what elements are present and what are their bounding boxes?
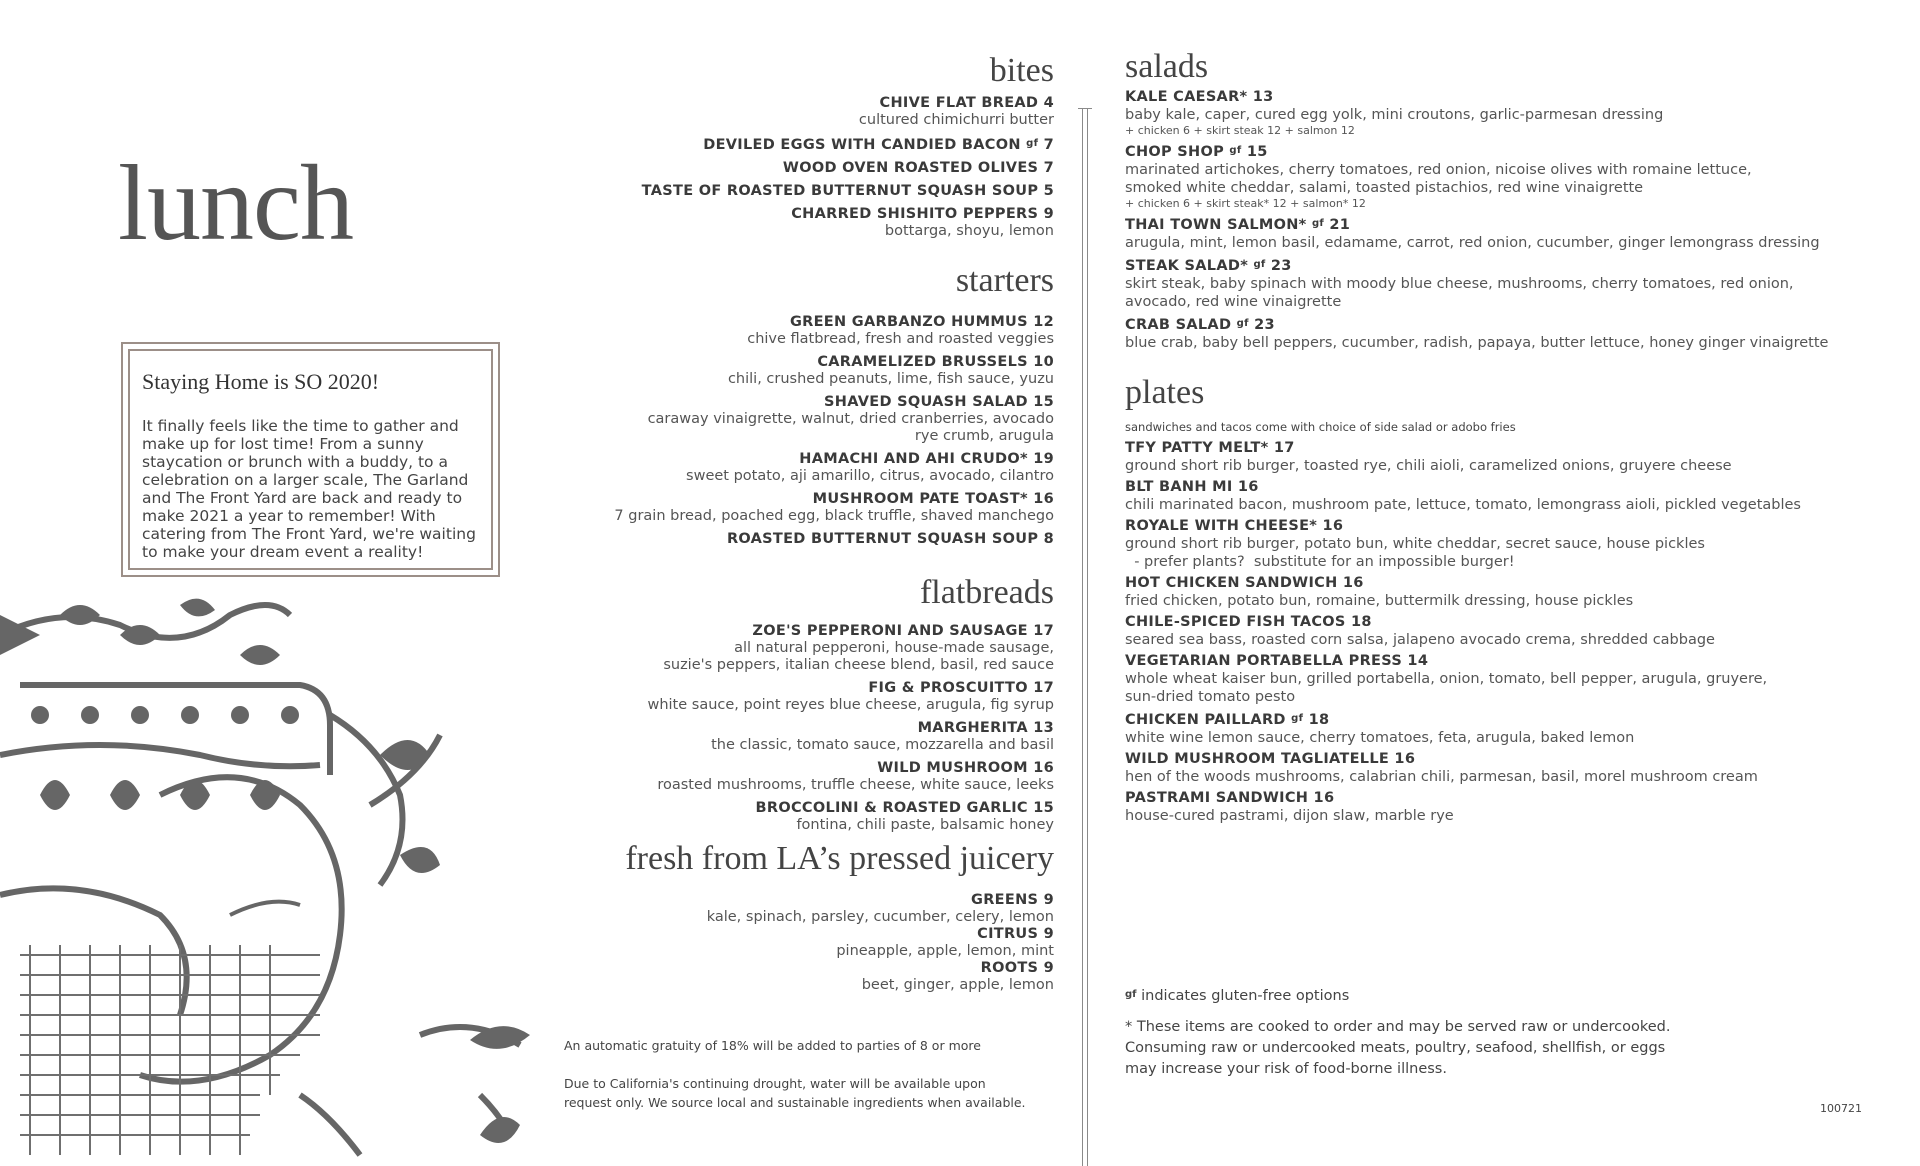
- menu-item-name: CHICKEN PAILLARD $^{gf}$ 18: [1125, 711, 1330, 728]
- menu-item-desc: ground short rib burger, toasted rye, chili aioli, caramelized onions, gruyere cheese: [1125, 457, 1732, 474]
- menu-item-desc: cultured chimichurri butter: [858, 112, 1054, 129]
- menu-item-name: THAI TOWN SALMON* $^{gf}$ 21: [1125, 217, 1351, 234]
- menu-item: [1125, 215, 1885, 252]
- raw-food-warning-2: Consuming raw or undercooked meats, poultry, seafood, shellfish, or eggs: [1125, 1040, 1666, 1056]
- menu-item-desc: smoked white cheddar, salami, toasted pistachios, red wine vinaigrette: [1125, 180, 1644, 197]
- menu-item: [1125, 440, 1885, 475]
- menu-item: [560, 720, 1054, 754]
- gluten-free-mark: gf: [1311, 218, 1325, 230]
- menu-item: [1125, 614, 1885, 649]
- menu-item-name: ROYALE WITH CHEESE* 16: [1125, 517, 1344, 534]
- menu-item-desc: seared sea bass, roasted corn salsa, jalapeno avocado crema, shredded cabbage: [1125, 631, 1715, 648]
- plates-note: sandwiches and tacos come with choice of side salad or adobo fries: [1125, 419, 1516, 434]
- menu-item-name: GREEN GARBANZO HUMMUS 12: [789, 313, 1054, 330]
- section-title-starters: starters: [955, 262, 1054, 300]
- menu-item: [560, 314, 1054, 348]
- menu-item-name: CARAMELIZED BRUSSELS 10: [817, 353, 1054, 370]
- menu-item-name: CHIVE FLAT BREAD 4: [879, 95, 1054, 112]
- water-note: Due to California's continuing drought, water will be available upon request only. We source local and sustainable ingredients when available.: [564, 1076, 1026, 1110]
- menu-item: [560, 451, 1054, 485]
- menu-item: [560, 135, 1054, 154]
- document-code: 100721: [1820, 1102, 1862, 1115]
- gluten-free-mark: gf: [1125, 989, 1137, 1000]
- menu-item: [560, 800, 1054, 834]
- menu-item: [560, 95, 1054, 129]
- menu-item: [1125, 315, 1885, 352]
- menu-item-desc: arugula, mint, lemon basil, edamame, carrot, red onion, cucumber, ginger lemongrass dressing: [1125, 235, 1820, 252]
- menu-item: [560, 680, 1054, 714]
- menu-item: [560, 960, 1054, 994]
- menu-item-name: WILD MUSHROOM 16: [877, 760, 1054, 777]
- menu-item: [1125, 751, 1885, 786]
- menu-item-desc: sun-dried tomato pesto: [1125, 688, 1296, 705]
- menu-item-desc: skirt steak, baby spinach with moody blue cheese, mushrooms, cherry tomatoes, red onion,: [1125, 276, 1794, 293]
- menu-item-desc: baby kale, caper, cured egg yolk, mini croutons, garlic-parmesan dressing: [1125, 107, 1664, 124]
- section-title-plates: plates: [1125, 374, 1205, 412]
- gratuity-note: An automatic gratuity of 18% will be added to parties of 8 or more: [564, 1038, 981, 1053]
- gluten-free-mark: gf: [1253, 259, 1266, 271]
- section-title-salads: salads: [1125, 48, 1209, 85]
- menu-item: [560, 491, 1054, 525]
- raw-food-warning-3: may increase your risk of food-borne illness.: [1125, 1061, 1447, 1077]
- menu-item-desc: marinated artichokes, cherry tomatoes, red onion, nicoise olives with romaine lettuce,: [1125, 162, 1752, 179]
- menu-item-desc: whole wheat kaiser bun, grilled portabella, onion, tomato, bell pepper, arugula, gruyere,: [1125, 670, 1768, 687]
- middle-menu-column: [560, 52, 1054, 994]
- menu-item-name: MARGHERITA 13: [917, 720, 1054, 737]
- menu-item: [560, 926, 1054, 960]
- menu-item-name: DEVILED EGGS WITH CANDIED BACON $^{gf}$ 7: [703, 137, 1054, 154]
- promo-box: [121, 342, 500, 577]
- promo-body: It finally feels like the time to gather and make up for lost time! From a sunny staycation or brunch with a buddy, to a celebration on a larger scale, The Garland and The Front Yard are back and ready to make 2021 a year to remember! With catering from The Front Yard, we're waiting to make your dream event a reality!: [142, 417, 476, 561]
- menu-item-name: ROASTED BUTTERNUT SQUASH SOUP 8: [726, 530, 1054, 547]
- right-menu-column: [1125, 48, 1885, 829]
- menu-item-desc: the classic, tomato sauce, mozzarella and basil: [711, 737, 1054, 754]
- menu-item-desc: chili, crushed peanuts, lime, fish sauce, yuzu: [727, 370, 1054, 387]
- menu-item-desc: chili marinated bacon, mushroom pate, lettuce, tomato, lemongrass aioli, pickled vegetables: [1125, 496, 1801, 513]
- menu-item: [560, 206, 1054, 240]
- gluten-free-mark: gf: [1229, 145, 1242, 157]
- menu-item-name: CHARRED SHISHITO PEPPERS 9: [791, 206, 1054, 223]
- menu-item-name: TFY PATTY MELT* 17: [1125, 439, 1295, 456]
- menu-item-name: CITRUS 9: [977, 925, 1054, 942]
- raw-food-warning-1: * These items are cooked to order and may be served raw or undercooked.: [1125, 1019, 1671, 1035]
- menu-item: [560, 760, 1054, 794]
- menu-item-desc: white wine lemon sauce, cherry tomatoes, feta, arugula, baked lemon: [1125, 729, 1635, 746]
- gluten-free-mark: gf: [1291, 712, 1304, 724]
- menu-item-name: CHILE-SPICED FISH TACOS 18: [1125, 613, 1372, 630]
- menu-item-desc: fried chicken, potato bun, romaine, buttermilk dressing, house pickles: [1125, 592, 1634, 609]
- menu-item: [1125, 790, 1885, 825]
- menu-item-desc: beet, ginger, apple, lemon: [861, 976, 1054, 993]
- menu-item-addons: + chicken 6 + skirt steak 12 + salmon 12: [1125, 124, 1355, 138]
- menu-item-desc: chive flatbread, fresh and roasted veggies: [747, 330, 1054, 347]
- menu-item-desc: all natural pepperoni, house-made sausage,: [734, 640, 1054, 657]
- menu-item-name: BLT BANH MI 16: [1125, 478, 1259, 495]
- menu-item-desc: suzie's peppers, italian cheese blend, basil, red sauce: [663, 657, 1054, 674]
- menu-item-desc: avocado, red wine vinaigrette: [1125, 294, 1342, 311]
- promo-inner-frame: [128, 349, 493, 570]
- menu-item-name: CHOP SHOP $^{gf}$ 15: [1125, 144, 1268, 161]
- menu-item-desc: kale, spinach, parsley, cucumber, celery, lemon: [706, 908, 1054, 925]
- decorative-illustration: [0, 595, 550, 1166]
- footer-notes-right: [1125, 984, 1765, 1080]
- menu-item-name: FIG & PROSCUITTO 17: [868, 680, 1054, 697]
- menu-item-desc: ground short rib burger, potato bun, white cheddar, secret sauce, house pickles: [1125, 535, 1705, 552]
- menu-item: [560, 183, 1054, 200]
- menu-item-name: ROOTS 9: [980, 959, 1054, 976]
- menu-title: lunch: [118, 144, 353, 263]
- menu-item: [1125, 256, 1885, 311]
- menu-item-desc: bottarga, shoyu, lemon: [884, 223, 1054, 240]
- menu-item: [1125, 653, 1885, 706]
- menu-item-desc: hen of the woods mushrooms, calabrian chili, parmesan, basil, morel mushroom cream: [1125, 768, 1758, 785]
- footer-notes-left: [564, 1036, 1034, 1112]
- menu-item-name: BROCCOLINI & ROASTED GARLIC 15: [755, 800, 1054, 817]
- menu-item-name: HAMACHI AND AHI CRUDO* 19: [799, 450, 1054, 467]
- menu-item: [1125, 142, 1885, 211]
- menu-item-desc: sweet potato, aji amarillo, citrus, avocado, cilantro: [686, 467, 1054, 484]
- section-title-juicery: fresh from LA’s pressed juicery: [625, 840, 1054, 878]
- menu-item-desc: house-cured pastrami, dijon slaw, marble rye: [1125, 807, 1454, 824]
- menu-item: [1125, 518, 1885, 571]
- menu-item-name: WILD MUSHROOM TAGLIATELLE 16: [1125, 750, 1416, 767]
- section-title-flatbreads: flatbreads: [919, 573, 1054, 611]
- menu-item-name: GREENS 9: [971, 891, 1054, 908]
- menu-item: [560, 394, 1054, 445]
- menu-item: [560, 531, 1054, 548]
- menu-item-desc: roasted mushrooms, truffle cheese, white sauce, leeks: [657, 777, 1054, 794]
- menu-item: [560, 160, 1054, 177]
- menu-item: [560, 892, 1054, 926]
- gluten-free-legend: $^{gf}$ indicates gluten-free options: [1125, 988, 1350, 1004]
- menu-item-desc: blue crab, baby bell peppers, cucumber, radish, papaya, butter lettuce, honey ginger vinaigrette: [1125, 335, 1829, 352]
- menu-item: [1125, 710, 1885, 747]
- menu-item-addons: + chicken 6 + skirt steak* 12 + salmon* 12: [1125, 197, 1366, 211]
- column-divider: [1082, 108, 1088, 1166]
- menu-item-name: TASTE OF ROASTED BUTTERNUT SQUASH SOUP 5: [641, 183, 1054, 200]
- menu-item-name: PASTRAMI SANDWICH 16: [1125, 789, 1335, 806]
- menu-item-desc: fontina, chili paste, balsamic honey: [796, 817, 1054, 834]
- menu-item-name: HOT CHICKEN SANDWICH 16: [1125, 574, 1364, 591]
- menu-item-name: MUSHROOM PATE TOAST* 16: [812, 490, 1054, 507]
- promo-title: Staying Home is SO 2020!: [142, 369, 380, 394]
- menu-item-name: CRAB SALAD $^{gf}$ 23: [1125, 317, 1275, 334]
- menu-item: [560, 354, 1054, 388]
- menu-item: [1125, 575, 1885, 610]
- gluten-free-mark: gf: [1236, 318, 1249, 330]
- menu-item-desc: pineapple, apple, lemon, mint: [836, 942, 1054, 959]
- menu-item-name: WOOD OVEN ROASTED OLIVES 7: [782, 160, 1054, 177]
- menu-item: [1125, 479, 1885, 514]
- menu-item-name: STEAK SALAD* $^{gf}$ 23: [1125, 258, 1292, 275]
- menu-item-desc: 7 grain bread, poached egg, black truffle, shaved manchego: [614, 507, 1054, 524]
- section-title-bites: bites: [989, 52, 1054, 89]
- menu-item-desc: - prefer plants? substitute for an impossible burger!: [1125, 553, 1515, 570]
- menu-item-desc: caraway vinaigrette, walnut, dried cranberries, avocado: [647, 410, 1054, 427]
- menu-item-desc: rye crumb, arugula: [914, 427, 1054, 444]
- menu-item-name: KALE CAESAR* 13: [1125, 89, 1274, 106]
- menu-item-desc: white sauce, point reyes blue cheese, arugula, fig syrup: [647, 697, 1054, 714]
- menu-item: [1125, 89, 1885, 138]
- menu-item-name: VEGETARIAN PORTABELLA PRESS 14: [1125, 652, 1429, 669]
- gluten-free-mark: gf: [1026, 138, 1039, 150]
- menu-item-name: ZOE'S PEPPERONI AND SAUSAGE 17: [752, 623, 1054, 640]
- menu-item: [560, 623, 1054, 674]
- menu-item-name: SHAVED SQUASH SALAD 15: [824, 393, 1054, 410]
